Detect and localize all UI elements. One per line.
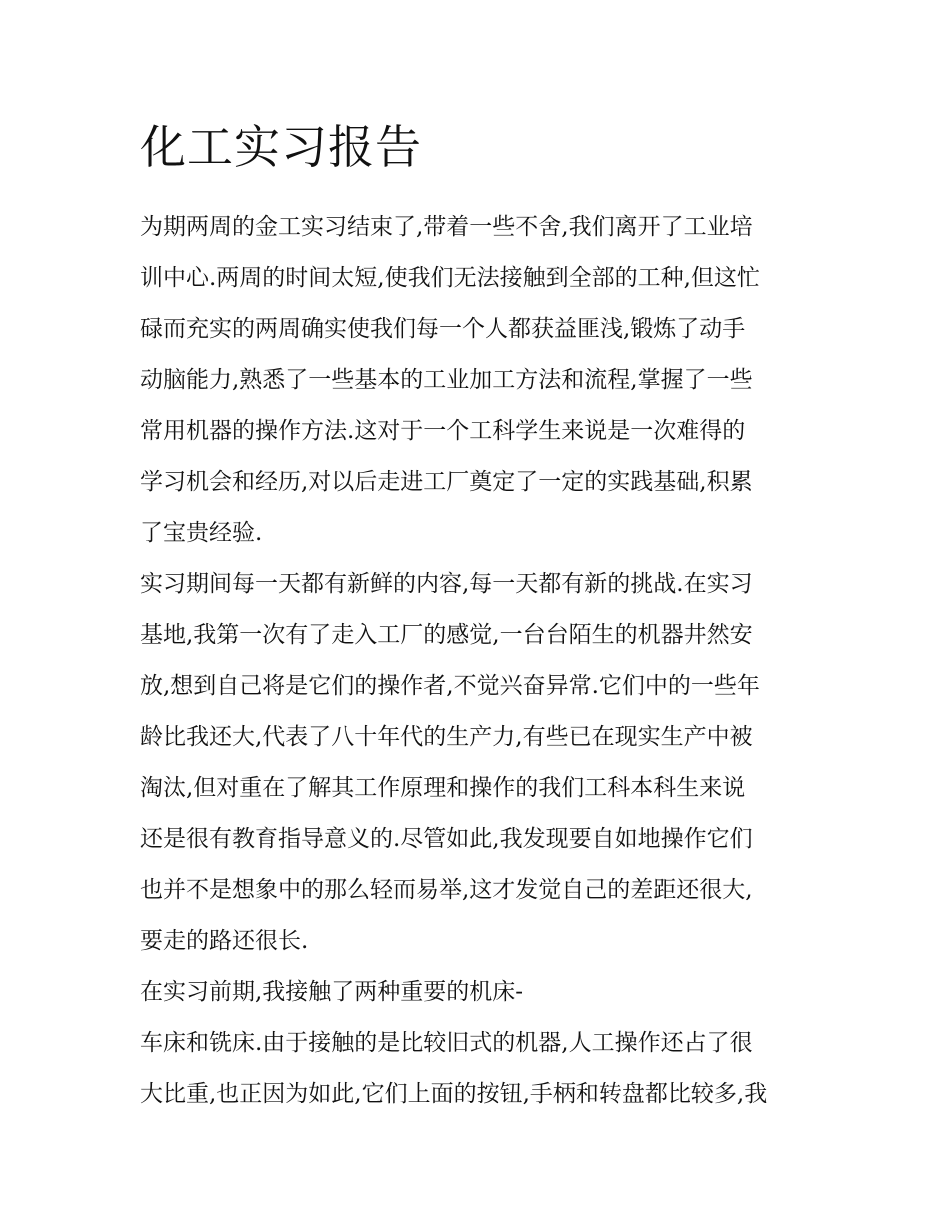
text-line: 碌而充实的两周确实使我们每一个人都获益匪浅,锻炼了动手	[140, 316, 746, 342]
text-line: 大比重,也正因为如此,它们上面的按钮,手柄和转盘都比较多,我	[140, 1081, 768, 1107]
text-line: 动脑能力,熟悉了一些基本的工业加工方法和流程,掌握了一些	[140, 367, 753, 393]
text-line: 也并不是想象中的那么轻而易举,这才发觉自己的差距还很大,	[140, 877, 753, 903]
document-title: 化工实习报告	[140, 120, 422, 174]
text-line: 在实习前期,我接触了两种重要的机床-	[140, 979, 524, 1005]
text-line: 车床和铣床.由于接触的是比较旧式的机器,人工操作还占了很	[140, 1030, 753, 1056]
text-line: 还是很有教育指导意义的.尽管如此,我发现要自如地操作它们	[140, 826, 753, 852]
text-line: 了宝贵经验.	[140, 520, 263, 546]
text-line: 学习机会和经历,对以后走进工厂奠定了一定的实践基础,积累	[140, 469, 753, 495]
text-line: 要走的路还很长.	[140, 928, 309, 954]
text-line: 训中心.两周的时间太短,使我们无法接触到全部的工种,但这忙	[140, 265, 760, 291]
text-line: 淘汰,但对重在了解其工作原理和操作的我们工科本科生来说	[140, 775, 746, 801]
document-page	[140, 112, 820, 1120]
text-line: 常用机器的操作方法.这对于一个工科学生来说是一次难得的	[140, 418, 746, 444]
text-line: 基地,我第一次有了走入工厂的感觉,一台台陌生的机器井然安	[140, 622, 753, 648]
document-body	[140, 202, 820, 1120]
text-line: 放,想到自己将是它们的操作者,不觉兴奋异常.它们中的一些年	[140, 673, 760, 699]
text-line: 龄比我还大,代表了八十年代的生产力,有些已在现实生产中被	[140, 724, 753, 750]
text-line: 为期两周的金工实习结束了,带着一些不舍,我们离开了工业培	[140, 214, 753, 240]
text-line: 实习期间每一天都有新鲜的内容,每一天都有新的挑战.在实习	[140, 571, 753, 597]
